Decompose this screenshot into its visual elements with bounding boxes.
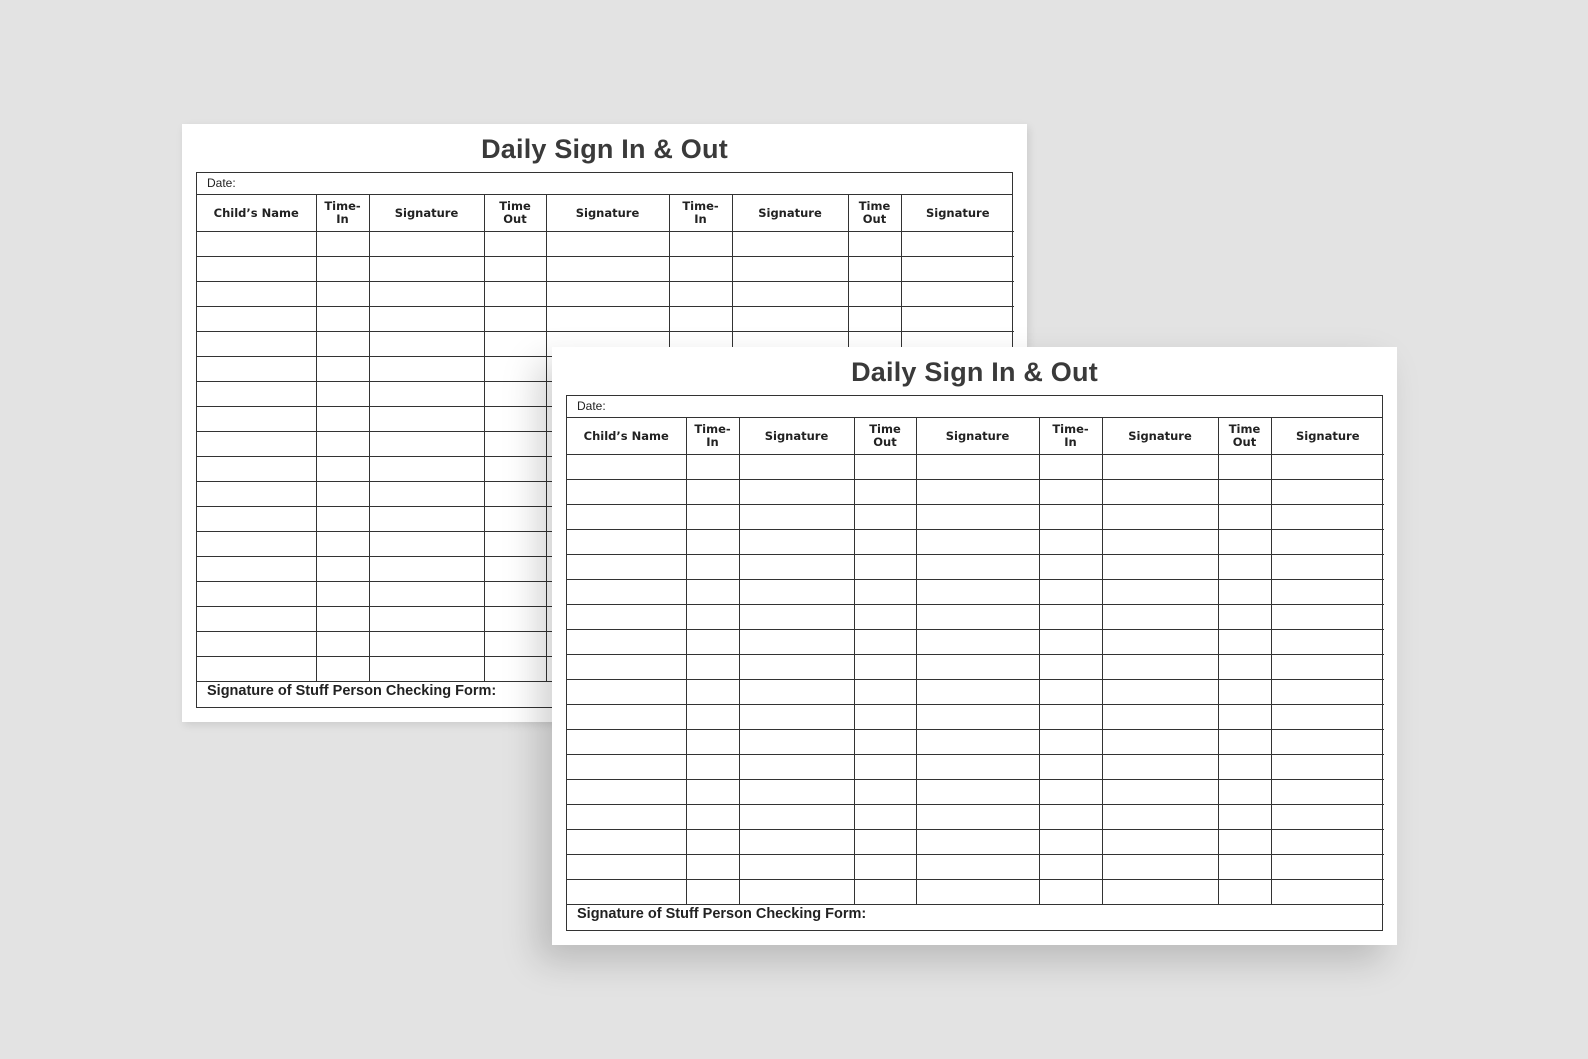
entry-cell[interactable] xyxy=(567,730,686,755)
entry-cell[interactable] xyxy=(197,407,316,432)
entry-cell[interactable] xyxy=(484,407,546,432)
entry-cell[interactable] xyxy=(316,307,369,332)
entry-cell[interactable] xyxy=(739,480,854,505)
entry-cell[interactable] xyxy=(1039,780,1102,805)
table-row xyxy=(567,855,1384,880)
entry-cell[interactable] xyxy=(686,730,739,755)
entry-cell[interactable] xyxy=(732,282,848,307)
entry-cell[interactable] xyxy=(567,830,686,855)
entry-cell[interactable] xyxy=(916,780,1039,805)
sign-in-table xyxy=(567,418,1384,905)
entry-cell[interactable] xyxy=(739,655,854,680)
entry-cell[interactable] xyxy=(854,855,916,880)
entry-cell[interactable] xyxy=(369,382,484,407)
column-header: Time- In xyxy=(316,195,369,232)
date-field[interactable]: Date: xyxy=(567,396,1382,418)
table-row xyxy=(567,480,1384,505)
entry-cell[interactable] xyxy=(484,332,546,357)
entry-cell[interactable] xyxy=(369,507,484,532)
entry-cell[interactable] xyxy=(1218,480,1271,505)
table-row xyxy=(567,705,1384,730)
entry-cell[interactable] xyxy=(197,432,316,457)
entry-cell[interactable] xyxy=(197,582,316,607)
table-row xyxy=(567,605,1384,630)
entry-cell[interactable] xyxy=(686,805,739,830)
entry-cell[interactable] xyxy=(1218,630,1271,655)
table-row xyxy=(197,232,1014,257)
entry-cell[interactable] xyxy=(1102,755,1218,780)
entry-cell[interactable] xyxy=(739,580,854,605)
table-row xyxy=(567,830,1384,855)
table-row xyxy=(197,282,1014,307)
entry-cell[interactable] xyxy=(1271,555,1384,580)
entry-cell[interactable] xyxy=(916,630,1039,655)
entry-cell[interactable] xyxy=(739,755,854,780)
entry-cell[interactable] xyxy=(484,507,546,532)
entry-cell[interactable] xyxy=(686,580,739,605)
entry-cell[interactable] xyxy=(686,605,739,630)
table-row xyxy=(567,580,1384,605)
entry-cell[interactable] xyxy=(1271,630,1384,655)
entry-cell[interactable] xyxy=(316,482,369,507)
entry-cell[interactable] xyxy=(546,307,669,332)
column-header: Time- In xyxy=(686,418,739,455)
entry-cell[interactable] xyxy=(546,257,669,282)
entry-cell[interactable] xyxy=(484,432,546,457)
entry-cell[interactable] xyxy=(369,632,484,657)
column-header: Signature xyxy=(739,418,854,455)
entry-cell[interactable] xyxy=(484,357,546,382)
entry-cell[interactable] xyxy=(1271,580,1384,605)
table-row xyxy=(567,730,1384,755)
entry-cell[interactable] xyxy=(484,232,546,257)
entry-cell[interactable] xyxy=(916,505,1039,530)
entry-cell[interactable] xyxy=(739,830,854,855)
entry-cell[interactable] xyxy=(316,407,369,432)
entry-cell[interactable] xyxy=(316,332,369,357)
entry-cell[interactable] xyxy=(1218,680,1271,705)
entry-cell[interactable] xyxy=(739,680,854,705)
entry-cell[interactable] xyxy=(1102,555,1218,580)
entry-cell[interactable] xyxy=(484,532,546,557)
entry-cell[interactable] xyxy=(567,630,686,655)
entry-cell[interactable] xyxy=(686,455,739,480)
entry-cell[interactable] xyxy=(1102,830,1218,855)
entry-cell[interactable] xyxy=(1271,730,1384,755)
entry-cell[interactable] xyxy=(197,532,316,557)
entry-cell[interactable] xyxy=(848,257,901,282)
entry-cell[interactable] xyxy=(1271,830,1384,855)
entry-cell[interactable] xyxy=(739,805,854,830)
entry-cell[interactable] xyxy=(197,457,316,482)
entry-cell[interactable] xyxy=(1218,530,1271,555)
entry-cell[interactable] xyxy=(916,605,1039,630)
entry-cell[interactable] xyxy=(197,632,316,657)
table-row xyxy=(567,630,1384,655)
entry-cell[interactable] xyxy=(1218,805,1271,830)
entry-cell[interactable] xyxy=(1271,530,1384,555)
column-header: Signature xyxy=(369,195,484,232)
entry-cell[interactable] xyxy=(484,582,546,607)
entry-cell[interactable] xyxy=(369,532,484,557)
entry-cell[interactable] xyxy=(1271,480,1384,505)
entry-cell[interactable] xyxy=(854,755,916,780)
entry-cell[interactable] xyxy=(739,455,854,480)
entry-cell[interactable] xyxy=(1271,680,1384,705)
entry-cell[interactable] xyxy=(848,232,901,257)
entry-cell[interactable] xyxy=(197,607,316,632)
entry-cell[interactable] xyxy=(1271,455,1384,480)
entry-cell[interactable] xyxy=(1218,855,1271,880)
entry-cell[interactable] xyxy=(916,705,1039,730)
entry-cell[interactable] xyxy=(901,257,1014,282)
entry-cell[interactable] xyxy=(732,232,848,257)
table-row xyxy=(197,307,1014,332)
entry-cell[interactable] xyxy=(1218,455,1271,480)
entry-cell[interactable] xyxy=(1271,755,1384,780)
entry-cell[interactable] xyxy=(854,530,916,555)
entry-cell[interactable] xyxy=(1102,730,1218,755)
entry-cell[interactable] xyxy=(1271,605,1384,630)
entry-cell[interactable] xyxy=(669,257,732,282)
entry-cell[interactable] xyxy=(916,680,1039,705)
entry-cell[interactable] xyxy=(369,357,484,382)
column-header: Time Out xyxy=(854,418,916,455)
sheet-title: Daily Sign In & Out xyxy=(851,357,1098,387)
entry-cell[interactable] xyxy=(567,805,686,830)
entry-cell[interactable] xyxy=(739,780,854,805)
entry-cell[interactable] xyxy=(916,555,1039,580)
entry-cell[interactable] xyxy=(316,507,369,532)
entry-cell[interactable] xyxy=(484,382,546,407)
entry-cell[interactable] xyxy=(848,282,901,307)
entry-cell[interactable] xyxy=(854,455,916,480)
entry-cell[interactable] xyxy=(1102,805,1218,830)
entry-cell[interactable] xyxy=(739,855,854,880)
entry-cell[interactable] xyxy=(197,257,316,282)
entry-cell[interactable] xyxy=(316,457,369,482)
table-row xyxy=(567,555,1384,580)
entry-cell[interactable] xyxy=(1039,705,1102,730)
entry-cell[interactable] xyxy=(484,457,546,482)
entry-cell[interactable] xyxy=(1039,730,1102,755)
table-row xyxy=(567,680,1384,705)
entry-cell[interactable] xyxy=(901,282,1014,307)
entry-cell[interactable] xyxy=(854,605,916,630)
entry-cell[interactable] xyxy=(1039,755,1102,780)
entry-cell[interactable] xyxy=(854,505,916,530)
entry-cell[interactable] xyxy=(669,282,732,307)
entry-cell[interactable] xyxy=(1271,855,1384,880)
entry-cell[interactable] xyxy=(197,482,316,507)
entry-cell[interactable] xyxy=(369,457,484,482)
entry-cell[interactable] xyxy=(1039,630,1102,655)
entry-cell[interactable] xyxy=(316,357,369,382)
entry-cell[interactable] xyxy=(1102,680,1218,705)
entry-cell[interactable] xyxy=(916,655,1039,680)
entry-cell[interactable] xyxy=(1102,505,1218,530)
entry-cell[interactable] xyxy=(916,730,1039,755)
entry-cell[interactable] xyxy=(316,382,369,407)
entry-cell[interactable] xyxy=(567,505,686,530)
entry-cell[interactable] xyxy=(1271,780,1384,805)
entry-cell[interactable] xyxy=(316,432,369,457)
table-row xyxy=(567,755,1384,780)
staff-signature-line: Signature of Stuff Person Checking Form: xyxy=(207,683,497,699)
entry-cell[interactable] xyxy=(1218,505,1271,530)
staff-signature-line: Signature of Stuff Person Checking Form: xyxy=(577,906,867,922)
entry-cell[interactable] xyxy=(369,582,484,607)
entry-cell[interactable] xyxy=(567,680,686,705)
entry-cell[interactable] xyxy=(854,630,916,655)
entry-cell[interactable] xyxy=(369,257,484,282)
column-header: Signature xyxy=(1102,418,1218,455)
entry-cell[interactable] xyxy=(739,630,854,655)
entry-cell[interactable] xyxy=(732,307,848,332)
entry-cell[interactable] xyxy=(567,855,686,880)
entry-cell[interactable] xyxy=(1218,655,1271,680)
entry-cell[interactable] xyxy=(901,307,1014,332)
entry-cell[interactable] xyxy=(369,607,484,632)
entry-cell[interactable] xyxy=(484,257,546,282)
entry-cell[interactable] xyxy=(686,830,739,855)
entry-cell[interactable] xyxy=(916,455,1039,480)
entry-cell[interactable] xyxy=(1102,705,1218,730)
entry-cell[interactable] xyxy=(369,482,484,507)
entry-cell[interactable] xyxy=(197,282,316,307)
entry-cell[interactable] xyxy=(686,630,739,655)
entry-cell[interactable] xyxy=(1271,655,1384,680)
column-header: Signature xyxy=(916,418,1039,455)
sign-in-sheet-front xyxy=(552,347,1397,945)
entry-cell[interactable] xyxy=(1102,580,1218,605)
entry-cell[interactable] xyxy=(197,307,316,332)
entry-cell[interactable] xyxy=(854,805,916,830)
table-row xyxy=(567,455,1384,480)
entry-cell[interactable] xyxy=(739,505,854,530)
header-row xyxy=(197,195,1014,232)
entry-cell[interactable] xyxy=(854,580,916,605)
column-header: Child’s Name xyxy=(197,195,316,232)
entry-cell[interactable] xyxy=(1039,655,1102,680)
table-row xyxy=(567,505,1384,530)
entry-cell[interactable] xyxy=(316,232,369,257)
entry-cell[interactable] xyxy=(484,282,546,307)
entry-cell[interactable] xyxy=(197,357,316,382)
entry-cell[interactable] xyxy=(1102,780,1218,805)
entry-cell[interactable] xyxy=(916,480,1039,505)
header-row xyxy=(567,418,1384,455)
entry-cell[interactable] xyxy=(546,232,669,257)
entry-cell[interactable] xyxy=(1102,455,1218,480)
entry-cell[interactable] xyxy=(916,530,1039,555)
table-row xyxy=(197,257,1014,282)
entry-cell[interactable] xyxy=(316,632,369,657)
entry-cell[interactable] xyxy=(854,705,916,730)
entry-cell[interactable] xyxy=(1039,855,1102,880)
entry-cell[interactable] xyxy=(197,557,316,582)
entry-cell[interactable] xyxy=(1102,605,1218,630)
entry-cell[interactable] xyxy=(546,282,669,307)
entry-cell[interactable] xyxy=(567,605,686,630)
entry-cell[interactable] xyxy=(369,432,484,457)
table-row xyxy=(567,805,1384,830)
entry-cell[interactable] xyxy=(1218,755,1271,780)
entry-cell[interactable] xyxy=(848,307,901,332)
entry-cell[interactable] xyxy=(854,680,916,705)
column-header: Signature xyxy=(1271,418,1384,455)
entry-cell[interactable] xyxy=(1102,630,1218,655)
entry-cell[interactable] xyxy=(1102,655,1218,680)
table-row xyxy=(567,780,1384,805)
entry-cell[interactable] xyxy=(567,530,686,555)
column-header: Signature xyxy=(546,195,669,232)
entry-cell[interactable] xyxy=(369,407,484,432)
entry-cell[interactable] xyxy=(854,555,916,580)
entry-cell[interactable] xyxy=(1039,605,1102,630)
entry-cell[interactable] xyxy=(916,830,1039,855)
column-header: Signature xyxy=(901,195,1014,232)
entry-cell[interactable] xyxy=(916,580,1039,605)
entry-cell[interactable] xyxy=(567,580,686,605)
entry-cell[interactable] xyxy=(484,557,546,582)
entry-cell[interactable] xyxy=(484,632,546,657)
entry-cell[interactable] xyxy=(197,382,316,407)
entry-cell[interactable] xyxy=(739,730,854,755)
entry-cell[interactable] xyxy=(1218,830,1271,855)
column-header: Time- In xyxy=(1039,418,1102,455)
entry-cell[interactable] xyxy=(1218,780,1271,805)
entry-cell[interactable] xyxy=(686,680,739,705)
column-header: Time Out xyxy=(484,195,546,232)
entry-cell[interactable] xyxy=(686,705,739,730)
column-header: Time Out xyxy=(848,195,901,232)
entry-cell[interactable] xyxy=(1218,705,1271,730)
entry-cell[interactable] xyxy=(1102,530,1218,555)
entry-cell[interactable] xyxy=(1271,705,1384,730)
entry-cell[interactable] xyxy=(732,257,848,282)
column-header: Child’s Name xyxy=(567,418,686,455)
entry-cell[interactable] xyxy=(739,530,854,555)
table-row xyxy=(567,530,1384,555)
entry-cell[interactable] xyxy=(1218,555,1271,580)
entry-cell[interactable] xyxy=(686,530,739,555)
entry-cell[interactable] xyxy=(1039,805,1102,830)
entry-cell[interactable] xyxy=(369,332,484,357)
date-field[interactable]: Date: xyxy=(197,173,1012,195)
entry-cell[interactable] xyxy=(854,480,916,505)
sheet-title: Daily Sign In & Out xyxy=(481,134,728,164)
entry-cell[interactable] xyxy=(1039,830,1102,855)
entry-cell[interactable] xyxy=(567,755,686,780)
column-header: Signature xyxy=(732,195,848,232)
entry-cell[interactable] xyxy=(669,232,732,257)
entry-cell[interactable] xyxy=(686,555,739,580)
entry-cell[interactable] xyxy=(316,557,369,582)
entry-cell[interactable] xyxy=(1218,605,1271,630)
entry-cell[interactable] xyxy=(739,555,854,580)
entry-cell[interactable] xyxy=(686,780,739,805)
entry-cell[interactable] xyxy=(197,507,316,532)
entry-cell[interactable] xyxy=(1039,680,1102,705)
entry-cell[interactable] xyxy=(901,232,1014,257)
entry-cell[interactable] xyxy=(686,755,739,780)
entry-cell[interactable] xyxy=(316,282,369,307)
entry-cell[interactable] xyxy=(1039,555,1102,580)
entry-cell[interactable] xyxy=(739,605,854,630)
entry-cell[interactable] xyxy=(567,705,686,730)
entry-cell[interactable] xyxy=(686,855,739,880)
entry-cell[interactable] xyxy=(567,655,686,680)
entry-cell[interactable] xyxy=(854,730,916,755)
entry-cell[interactable] xyxy=(197,232,316,257)
entry-cell[interactable] xyxy=(1039,505,1102,530)
entry-cell[interactable] xyxy=(1102,480,1218,505)
entry-cell[interactable] xyxy=(916,805,1039,830)
entry-cell[interactable] xyxy=(316,582,369,607)
entry-cell[interactable] xyxy=(854,655,916,680)
entry-cell[interactable] xyxy=(1102,855,1218,880)
entry-cell[interactable] xyxy=(567,480,686,505)
entry-cell[interactable] xyxy=(1271,505,1384,530)
entry-cell[interactable] xyxy=(484,482,546,507)
entry-cell[interactable] xyxy=(686,655,739,680)
entry-cell[interactable] xyxy=(916,755,1039,780)
entry-cell[interactable] xyxy=(686,505,739,530)
table-row xyxy=(567,655,1384,680)
entry-cell[interactable] xyxy=(739,705,854,730)
entry-cell[interactable] xyxy=(369,282,484,307)
entry-cell[interactable] xyxy=(1039,480,1102,505)
entry-cell[interactable] xyxy=(484,607,546,632)
entry-cell[interactable] xyxy=(1039,455,1102,480)
column-header: Time Out xyxy=(1218,418,1271,455)
entry-cell[interactable] xyxy=(567,455,686,480)
entry-cell[interactable] xyxy=(916,855,1039,880)
entry-cell[interactable] xyxy=(1039,580,1102,605)
entry-cell[interactable] xyxy=(316,532,369,557)
entry-cell[interactable] xyxy=(854,780,916,805)
entry-cell[interactable] xyxy=(1218,580,1271,605)
entry-cell[interactable] xyxy=(567,555,686,580)
entry-cell[interactable] xyxy=(369,232,484,257)
entry-cell[interactable] xyxy=(669,307,732,332)
entry-cell[interactable] xyxy=(1271,805,1384,830)
entry-cell[interactable] xyxy=(369,557,484,582)
entry-cell[interactable] xyxy=(484,307,546,332)
entry-cell[interactable] xyxy=(316,257,369,282)
entry-cell[interactable] xyxy=(1039,530,1102,555)
entry-cell[interactable] xyxy=(854,830,916,855)
entry-cell[interactable] xyxy=(1218,730,1271,755)
form-frame xyxy=(566,395,1383,931)
entry-cell[interactable] xyxy=(197,332,316,357)
entry-cell[interactable] xyxy=(567,780,686,805)
column-header: Time- In xyxy=(669,195,732,232)
entry-cell[interactable] xyxy=(316,607,369,632)
entry-cell[interactable] xyxy=(369,307,484,332)
entry-cell[interactable] xyxy=(686,480,739,505)
